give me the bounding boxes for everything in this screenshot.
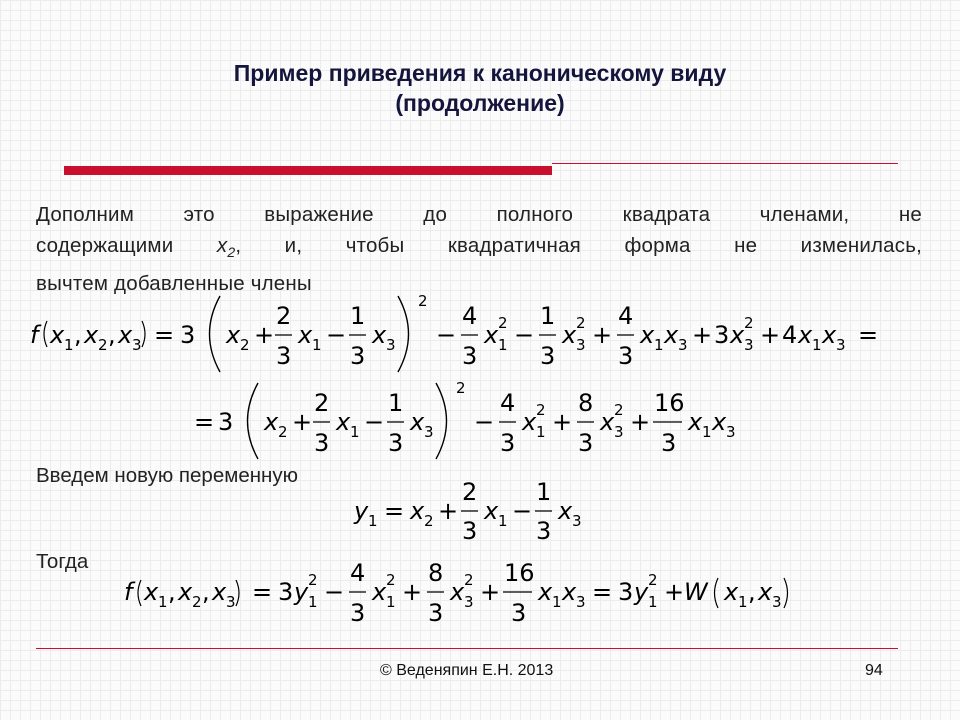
svg-text:8: 8 — [428, 559, 444, 587]
svg-text:x: x — [298, 321, 313, 349]
svg-text:y: y — [354, 497, 369, 525]
svg-text:+: + — [760, 321, 781, 349]
svg-text:x: x — [522, 408, 537, 436]
svg-text:2: 2 — [648, 571, 658, 589]
svg-text:1: 1 — [536, 423, 546, 441]
svg-text:1: 1 — [312, 336, 322, 354]
svg-text:3: 3 — [511, 599, 527, 627]
svg-text:x: x — [50, 321, 65, 349]
svg-text:3: 3 — [388, 429, 404, 457]
svg-text:3: 3 — [614, 423, 624, 441]
paragraph-line-3: вычтем добавленные члены — [36, 272, 312, 296]
svg-text:x: x — [600, 408, 615, 436]
svg-text:x: x — [798, 321, 813, 349]
svg-text:3: 3 — [428, 599, 444, 627]
svg-text:2: 2 — [276, 302, 292, 330]
svg-text:f: f — [124, 578, 133, 606]
paragraph-line-2 — [36, 230, 922, 268]
svg-text:2: 2 — [240, 336, 250, 354]
svg-text:3: 3 — [836, 336, 846, 354]
svg-text:+: + — [292, 408, 313, 436]
svg-text:y: y — [634, 578, 649, 606]
svg-text:x: x — [730, 321, 745, 349]
svg-text:2: 2 — [498, 314, 508, 332]
svg-text:+: + — [592, 321, 613, 349]
title-underline-thin — [552, 163, 898, 164]
footer-copyright: © Веденяпин Е.Н. 2013 — [380, 662, 554, 679]
svg-text:x: x — [758, 578, 773, 606]
title-line-2: (продолжение) — [395, 90, 565, 116]
svg-text:3: 3 — [578, 429, 594, 457]
svg-text:+: + — [438, 497, 459, 525]
svg-text:1: 1 — [308, 593, 318, 611]
svg-text:2: 2 — [614, 401, 624, 419]
svg-text:x: x — [410, 408, 425, 436]
svg-text:3: 3 — [714, 321, 730, 349]
svg-text:x: x — [336, 408, 351, 436]
svg-text:,: , — [168, 578, 176, 606]
svg-text:3: 3 — [132, 336, 142, 354]
formula-4 — [122, 556, 882, 628]
svg-text:16: 16 — [504, 559, 535, 587]
svg-text:2: 2 — [418, 292, 428, 310]
svg-text:−: − — [364, 408, 385, 436]
svg-text:x: x — [640, 321, 655, 349]
formula-3 — [352, 476, 612, 546]
svg-text:1: 1 — [388, 389, 404, 417]
svg-text:1: 1 — [738, 593, 748, 611]
svg-text:3: 3 — [462, 517, 478, 545]
formula-2 — [192, 377, 792, 465]
svg-text:3: 3 — [462, 342, 478, 370]
paragraph-variable: x — [216, 234, 228, 257]
svg-text:+: + — [692, 321, 713, 349]
svg-text:2: 2 — [314, 389, 330, 417]
svg-text:x: x — [372, 578, 387, 606]
svg-text:x: x — [562, 321, 577, 349]
svg-text:2: 2 — [308, 571, 318, 589]
svg-text:4: 4 — [618, 302, 634, 330]
svg-text:y: y — [294, 578, 309, 606]
svg-text:x: x — [484, 497, 499, 525]
svg-text:8: 8 — [578, 389, 594, 417]
svg-text:3: 3 — [314, 429, 330, 457]
svg-text:−: − — [324, 578, 345, 606]
svg-text:3: 3 — [576, 593, 586, 611]
svg-text:,: , — [202, 578, 210, 606]
svg-text:1: 1 — [64, 336, 74, 354]
svg-text:x: x — [226, 321, 241, 349]
svg-text:1: 1 — [552, 593, 562, 611]
svg-text:x: x — [724, 578, 739, 606]
svg-text:+: + — [630, 408, 651, 436]
svg-text:1: 1 — [702, 423, 712, 441]
svg-text:4: 4 — [782, 321, 798, 349]
svg-text:x: x — [84, 321, 99, 349]
footer-divider — [36, 648, 898, 649]
svg-text:1: 1 — [654, 336, 664, 354]
svg-text:f: f — [30, 321, 39, 349]
svg-text:=: = — [154, 321, 175, 349]
svg-text:3: 3 — [536, 517, 552, 545]
svg-text:x: x — [688, 408, 703, 436]
svg-text:4: 4 — [350, 559, 366, 587]
svg-text:3: 3 — [576, 336, 586, 354]
svg-text:1: 1 — [648, 593, 658, 611]
svg-text:4: 4 — [500, 389, 516, 417]
paragraph-line-2-end: , и, чтобы квадратичная форма не изменилась, — [235, 234, 922, 257]
svg-text:−: − — [474, 408, 495, 436]
svg-text:x: x — [178, 578, 193, 606]
svg-text:−: − — [512, 497, 533, 525]
formula-1 — [28, 290, 938, 378]
svg-text:1: 1 — [498, 512, 508, 530]
svg-text:3: 3 — [500, 429, 516, 457]
svg-text:1: 1 — [350, 423, 360, 441]
svg-text:3: 3 — [464, 593, 474, 611]
paragraph-line-2-start: содержащими — [36, 234, 217, 257]
svg-text:x: x — [450, 578, 465, 606]
svg-text:3: 3 — [276, 342, 292, 370]
paragraph-line-1: Дополним это выражение до полного квадрата членами, не — [36, 203, 922, 226]
svg-text:4: 4 — [462, 302, 478, 330]
svg-text:2: 2 — [536, 401, 546, 419]
svg-text:,: , — [748, 578, 756, 606]
svg-text:−: − — [326, 321, 347, 349]
svg-text:=: = — [858, 321, 879, 349]
svg-text:3: 3 — [540, 342, 556, 370]
svg-text:3: 3 — [218, 408, 234, 436]
svg-text:3: 3 — [350, 599, 366, 627]
svg-text:+: + — [402, 578, 423, 606]
svg-text:x: x — [410, 497, 425, 525]
svg-text:3: 3 — [744, 336, 754, 354]
svg-text:2: 2 — [576, 314, 586, 332]
svg-text:x: x — [144, 578, 159, 606]
svg-text:,: , — [108, 321, 116, 349]
svg-text:x: x — [212, 578, 227, 606]
svg-text:3: 3 — [180, 321, 196, 349]
svg-text:1: 1 — [386, 593, 396, 611]
svg-text:1: 1 — [158, 593, 168, 611]
svg-text:3: 3 — [661, 429, 677, 457]
svg-text:2: 2 — [456, 379, 466, 397]
svg-text:x: x — [562, 578, 577, 606]
svg-text:=: = — [384, 497, 405, 525]
svg-text:2: 2 — [424, 512, 434, 530]
page-number: 94 — [865, 662, 883, 679]
svg-text:1: 1 — [368, 512, 378, 530]
svg-text:2: 2 — [464, 571, 474, 589]
svg-text:2: 2 — [744, 314, 754, 332]
svg-text:3: 3 — [424, 423, 434, 441]
svg-text:3: 3 — [678, 336, 688, 354]
svg-text:+: + — [480, 578, 501, 606]
svg-text:1: 1 — [498, 336, 508, 354]
label-then: Тогда — [36, 550, 89, 573]
svg-text:2: 2 — [386, 571, 396, 589]
slide-title — [60, 58, 900, 118]
svg-text:3: 3 — [618, 342, 634, 370]
svg-text:=: = — [194, 408, 215, 436]
svg-text:,: , — [74, 321, 82, 349]
svg-text:16: 16 — [654, 389, 685, 417]
svg-text:+: + — [664, 578, 685, 606]
svg-text:1: 1 — [540, 302, 556, 330]
svg-text:x: x — [264, 408, 279, 436]
svg-text:x: x — [822, 321, 837, 349]
svg-text:3: 3 — [772, 593, 782, 611]
svg-text:−: − — [514, 321, 535, 349]
svg-text:x: x — [664, 321, 679, 349]
title-line-1: Пример приведения к каноническому виду — [233, 60, 727, 86]
svg-text:3: 3 — [226, 593, 236, 611]
paragraph-variable-sub: 2 — [227, 244, 236, 261]
title-underline-thick — [64, 166, 552, 175]
svg-text:x: x — [712, 408, 727, 436]
svg-text:−: − — [436, 321, 457, 349]
svg-text:+: + — [254, 321, 275, 349]
svg-text:3: 3 — [726, 423, 736, 441]
svg-text:x: x — [118, 321, 133, 349]
svg-text:W: W — [684, 578, 708, 606]
svg-text:1: 1 — [812, 336, 822, 354]
svg-text:x: x — [484, 321, 499, 349]
svg-text:3: 3 — [386, 336, 396, 354]
svg-text:3: 3 — [572, 512, 582, 530]
svg-text:2: 2 — [192, 593, 202, 611]
intro-paragraph — [36, 199, 922, 299]
svg-text:=: = — [252, 578, 273, 606]
svg-text:3: 3 — [350, 342, 366, 370]
svg-text:2: 2 — [278, 423, 288, 441]
svg-text:3: 3 — [278, 578, 294, 606]
svg-text:1: 1 — [350, 302, 366, 330]
svg-text:3: 3 — [618, 578, 634, 606]
label-new-variable: Введем новую переменную — [36, 464, 298, 487]
svg-text:x: x — [372, 321, 387, 349]
svg-text:=: = — [592, 578, 613, 606]
svg-text:+: + — [552, 408, 573, 436]
svg-text:1: 1 — [536, 478, 552, 506]
svg-text:x: x — [558, 497, 573, 525]
svg-text:x: x — [538, 578, 553, 606]
svg-text:2: 2 — [462, 478, 478, 506]
svg-text:2: 2 — [98, 336, 108, 354]
